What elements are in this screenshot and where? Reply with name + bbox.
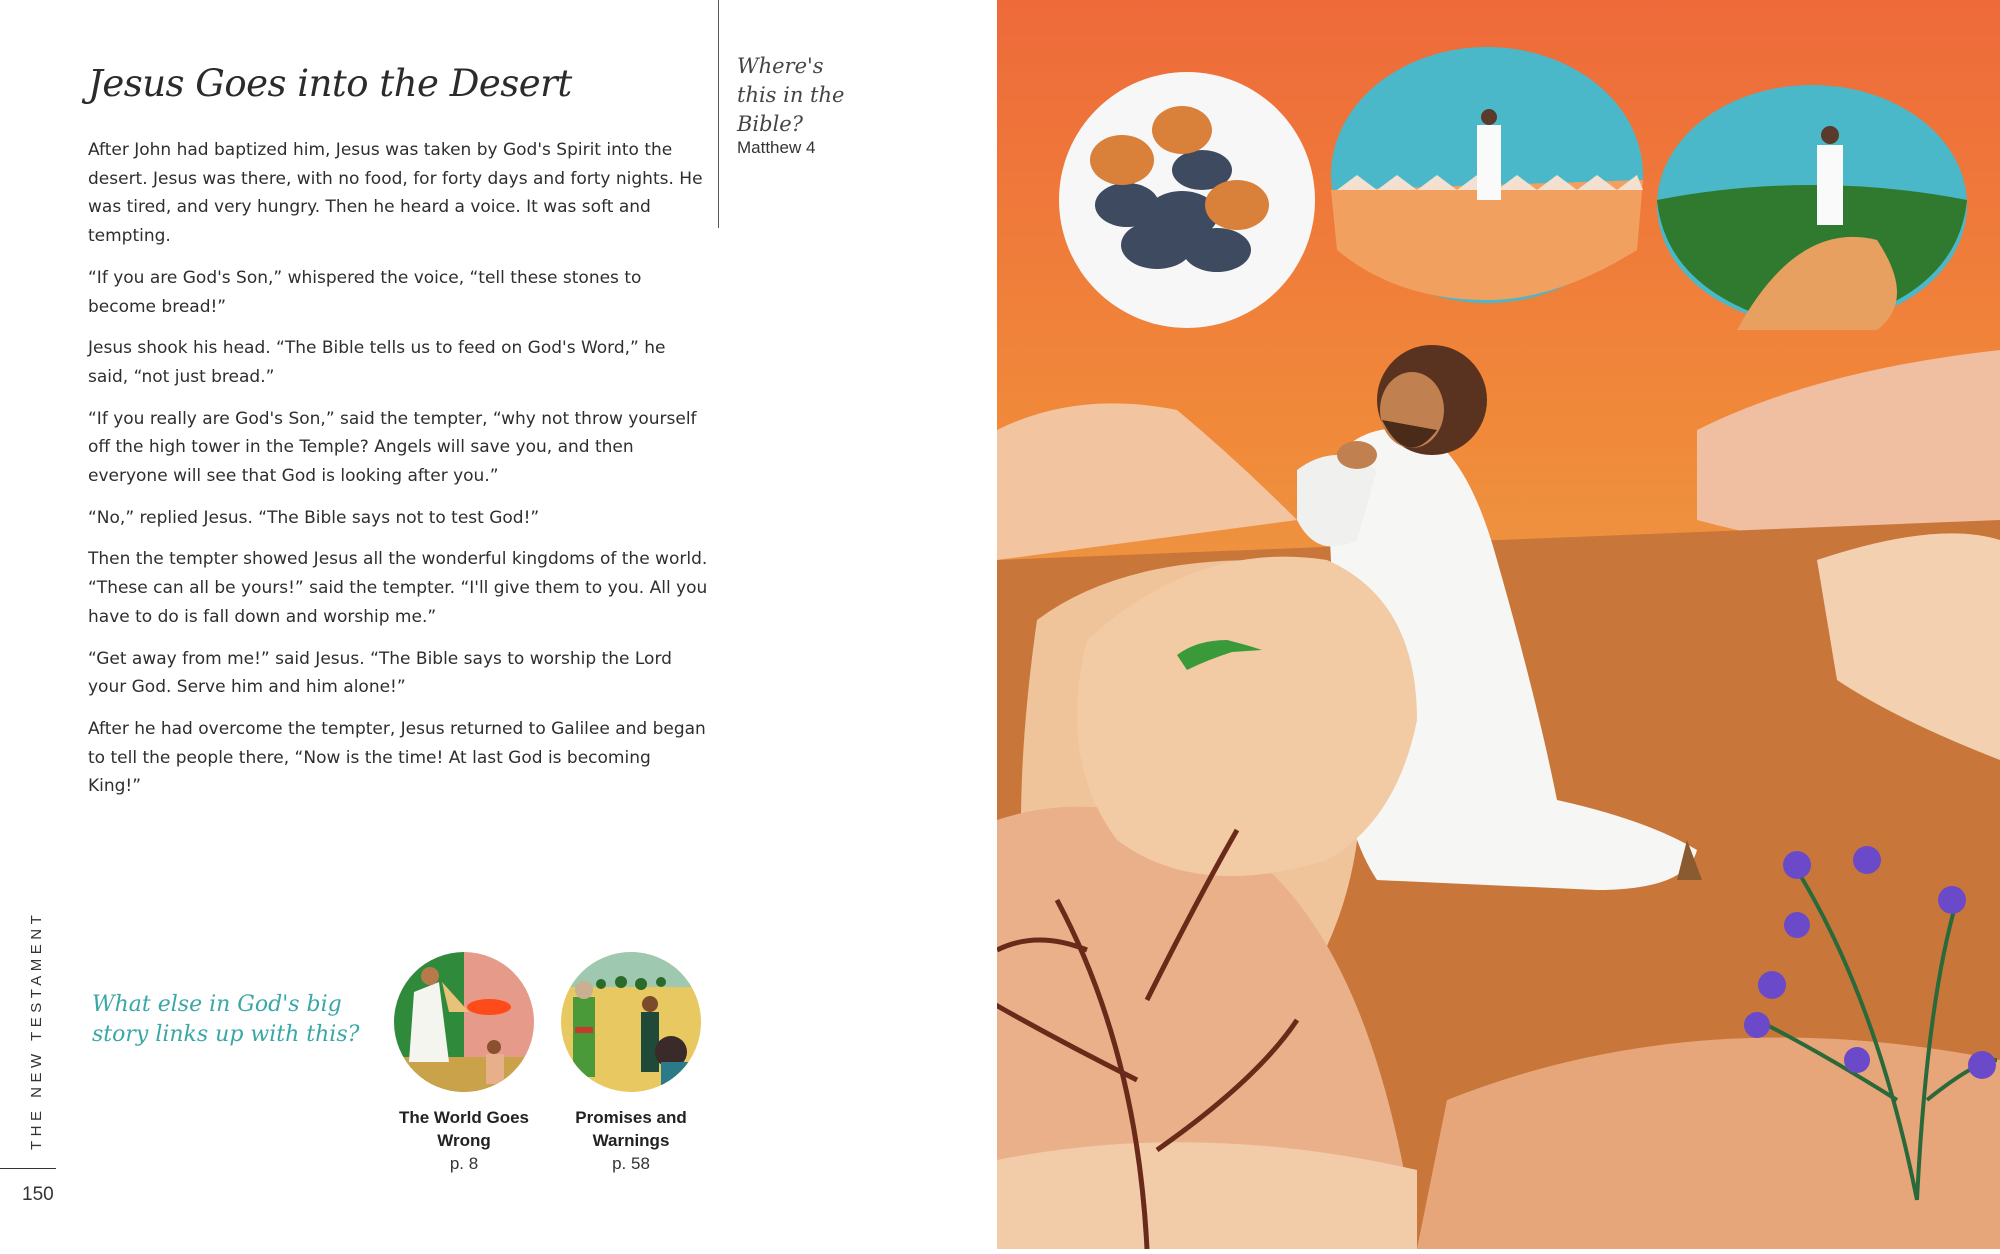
illustration-jesus-praying-in-desert	[997, 0, 2000, 1249]
paragraph: “If you really are God's Son,” said the tempter, “why not throw yourself off the high tower in the Temple? Angels will save you, and then everyone will see that God is looking after you.”	[88, 408, 697, 487]
related-story-page: p. 8	[449, 1154, 479, 1173]
page-number: 150	[22, 1184, 54, 1205]
related-story-page: p. 58	[612, 1154, 650, 1173]
related-story-title: The World Goes Wrong	[398, 1108, 530, 1150]
paragraph: “If you are God's Son,” whispered the voice, “tell these stones to become bread!”	[88, 267, 642, 317]
paragraph: After he had overcome the tempter, Jesus returned to Galilee and began to tell the people there, “Now is the time! At last God is becoming King!”	[88, 718, 706, 797]
bible-reference: Matthew 4	[737, 138, 816, 157]
bread-stones-vignette	[1059, 72, 1315, 328]
related-story-promises-and-warnings[interactable]	[546, 952, 716, 1175]
paragraph: Then the tempter showed Jesus all the wonderful kingdoms of the world. “These can all be yours!” said the tempter. “I'll give them to you. All you have to do is fall down and worship me.”	[88, 549, 708, 627]
paragraph: After John had baptized him, Jesus was taken by God's Spirit into the desert. Jesus was there, with no food, for forty days and forty nights. He was tired, and very hungry. Then he heard a voice. It was soft and tempting.	[88, 140, 703, 247]
footer-rule	[0, 1168, 56, 1169]
related-stories-heading: What else in God's big story links up with this?	[92, 992, 360, 1047]
paragraph: “No,” replied Jesus. “The Bible says not to test God!”	[88, 507, 540, 528]
related-story-world-goes-wrong[interactable]	[379, 952, 549, 1175]
paragraph: “Get away from me!” said Jesus. “The Bible says to worship the Lord your God. Serve him and him alone!”	[88, 648, 672, 698]
bible-reference-heading: Where's this in the Bible?	[737, 54, 845, 136]
story-body	[88, 136, 708, 814]
sidebar-divider	[718, 0, 719, 228]
section-label: THE NEW TESTAMENT	[28, 910, 45, 1150]
temple-tower-vignette	[1331, 47, 1643, 303]
paragraph: Jesus shook his head. “The Bible tells us to feed on God's Word,” he said, “not just bread.”	[88, 338, 666, 387]
story-thumbnail	[394, 952, 534, 1092]
related-story-title: Promises and Warnings	[575, 1108, 687, 1150]
story-title: Jesus Goes into the Desert	[88, 62, 572, 105]
story-thumbnail	[561, 952, 701, 1092]
